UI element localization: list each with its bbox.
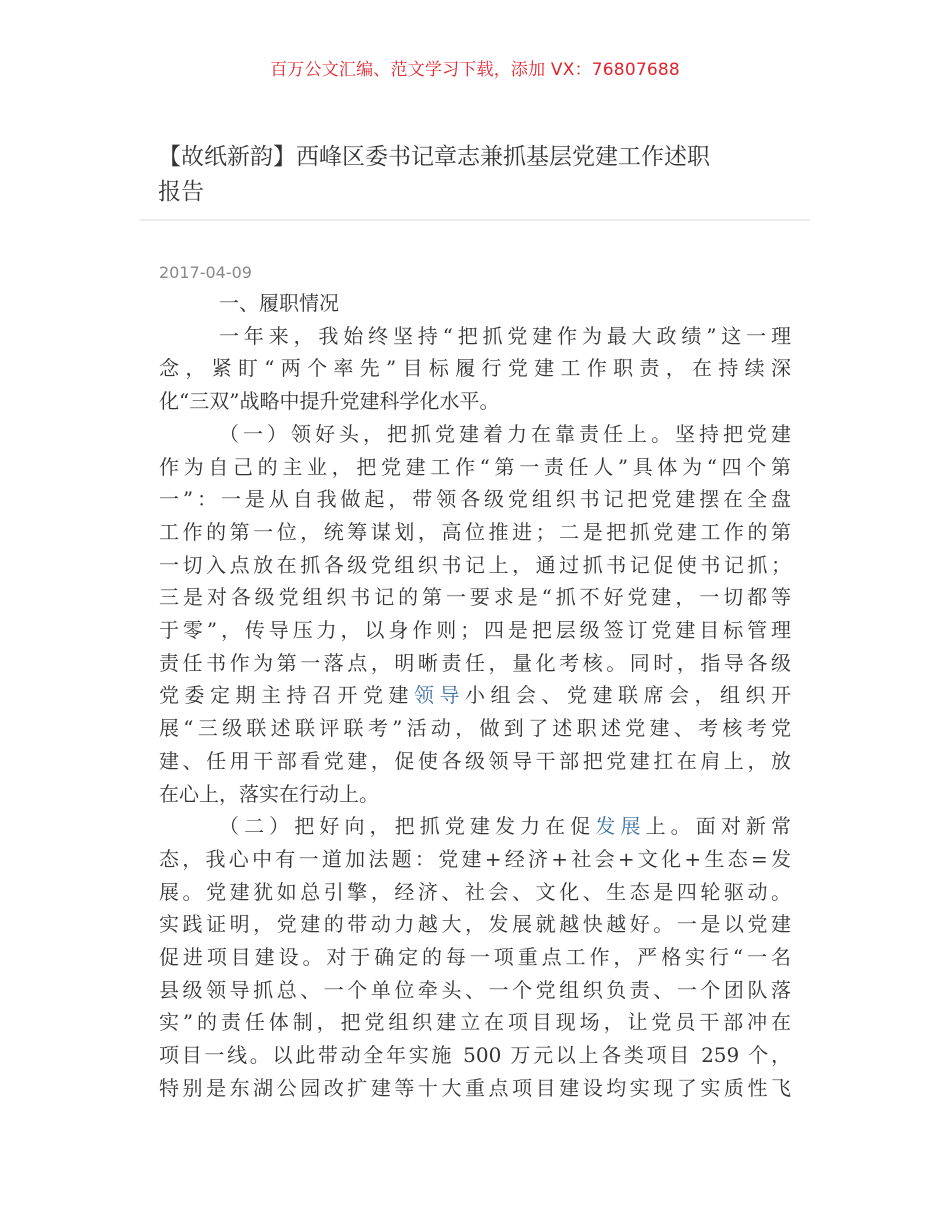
line-with-link: （二）把好向，把抓党建发力在促发展上。面对新常: [219, 814, 792, 839]
paragraph-3: （二）把好向，把抓党建发力在促发展上。面对新常 态，我心中有一道加法题：党建+经济+社会+文化+生态=发 展。党建犹如总引擎，经济、社会、文化、生态是四轮驱动。 实践证明，党建的带动力越大，发展就越快越好。一是以党建 促进项目建设。对于确定的每一项重点工作，严格实行“一名 县级领导抓总、一个单位牵头、一个党组织负责、一个团队落 实”的责任体制，把党组织建立在项目现场，让党员干部冲在 项目一线。以此带动全年实施 500 万元以上各类项目 259 个， 特别是东湖公园改扩建等十大重点项目建设均实现了实质性飞: [159, 810, 791, 1104]
section-heading: 一、履职情况: [219, 291, 339, 315]
link-fazhan[interactable]: 发展: [595, 814, 646, 839]
title-divider: [140, 219, 810, 221]
paragraph-1: 一年来，我始终坚持“把抓党建作为最大政绩”这一理 念，紧盯“两个率先”目标履行党建工作职责，在持续深 化“三双”战略中提升党建科学化水平。: [159, 323, 791, 414]
paragraph-2: （一）领好头，把抓党建着力在靠责任上。坚持把党建 作为自己的主业，把党建工作“第一责任人”具体为“四个第 一”：一是从自我做起，带领各级党组织书记把党建摆在全盘 工作的第一位，统筹谋划，高位推进；二是把抓党建工作的第 一切入点放在抓各级党组织书记上，通过抓书记促使书记抓； 三是对各级党组织书记的第一要求是“抓不好党建，一切都等 于零”，传导压力，以身作则；四是把层级签订党建目标管理 责任书作为第一落点，明晰责任，量化考核。同时，指导各级 党委定期主持召开党建领导小组会、党建联席会，组织开 展“三级联述联评联考”活动，做到了述职述党建、考核考党 建、任用干部看党建，促使各级领导干部把党建扛在肩上，放 在心上，落实在行动上。: [159, 421, 791, 806]
link-lingdao[interactable]: 领导: [414, 683, 465, 708]
publish-date: 2017-04-09: [159, 263, 252, 282]
article-title: [158, 140, 798, 210]
title-line-1: 【故纸新韵】西峰区委书记章志兼抓基层党建工作述职: [158, 144, 710, 170]
line-with-link: 党委定期主持召开党建领导小组会、党建联席会，组织开: [159, 683, 791, 708]
download-banner: 百万公文汇编、范文学习下载，添加 VX：76807688: [270, 60, 680, 80]
article-body: [159, 287, 791, 1105]
title-line-2: 报告: [158, 179, 204, 205]
